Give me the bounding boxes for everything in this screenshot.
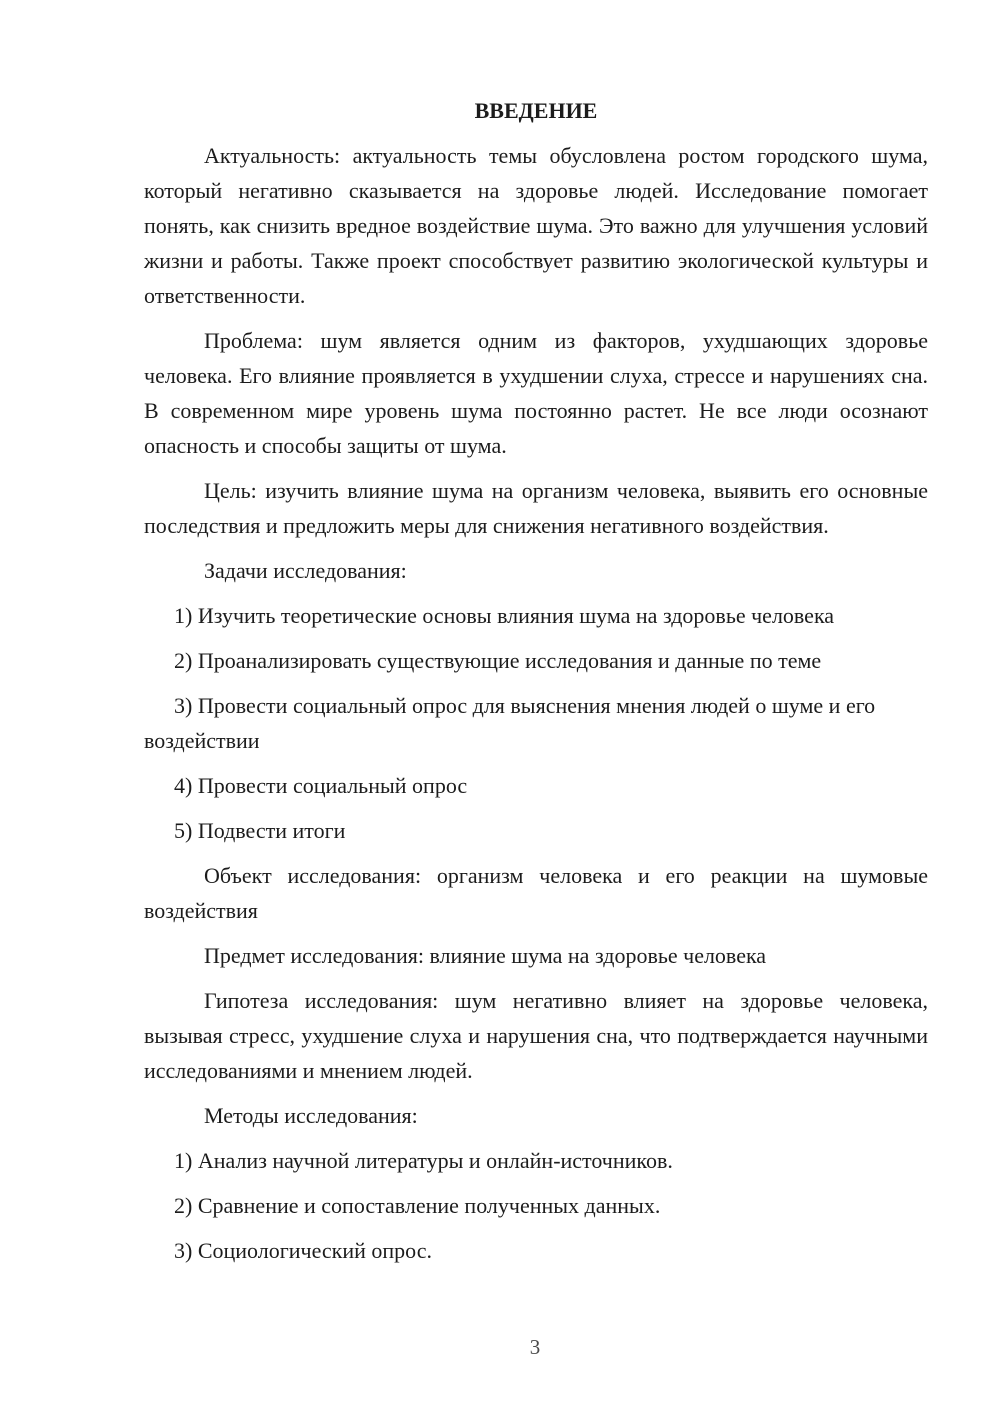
methods-heading: Методы исследования: [204,1103,418,1128]
task-item-2: 2) Проанализировать существующие исследования и данные по теме [174,648,822,673]
tasks-heading: Задачи исследования: [204,558,407,583]
section-title: ВВЕДЕНИЕ [474,98,598,123]
task-item-4: 4) Провести социальный опрос [174,773,468,798]
hypothesis-paragraph: Гипотеза исследования: шум негативно влияет на здоровье человека, вызывая стресс, ухудшение слуха и нарушения сна, что подтверждается научными исследованиями и мнением людей. [144,988,928,1083]
page-number: 3 [529,1335,541,1359]
method-item-2: 2) Сравнение и сопоставление полученных данных. [174,1193,661,1218]
task-item-3: 3) Провести социальный опрос для выяснения мнения людей о шуме и его воздействии [144,693,876,753]
method-item-3: 3) Социологический опрос. [174,1238,432,1263]
method-item-1: 1) Анализ научной литературы и онлайн-источников. [174,1148,673,1173]
object-paragraph: Объект исследования: организм человека и его реакции на шумовые воздействия [144,863,928,923]
problem-paragraph: Проблема: шум является одним из факторов, ухудшающих здоровье человека. Его влияние проявляется в ухудшении слуха, стрессе и нарушениях сна. В современном мире уровень шума постоянно растет. Не все люди осознают опасность и способы защиты от шума. [144,328,928,458]
subject-paragraph: Предмет исследования: влияние шума на здоровье человека [204,943,767,968]
page-content [144,96,928,1278]
relevance-paragraph: Актуальность: актуальность темы обусловлена ростом городского шума, который негативно сказывается на здоровье людей. Исследование помогает понять, как снизить вредное воздействие шума. Это важно для улучшения условий жизни и работы. Также проект способствует развитию экологической культуры и ответственности. [144,143,928,308]
task-item-1: 1) Изучить теоретические основы влияния шума на здоровье человека [174,603,835,628]
task-item-5: 5) Подвести итоги [174,818,346,843]
goal-paragraph: Цель: изучить влияние шума на организм человека, выявить его основные последствия и предложить меры для снижения негативного воздействия. [144,478,928,538]
